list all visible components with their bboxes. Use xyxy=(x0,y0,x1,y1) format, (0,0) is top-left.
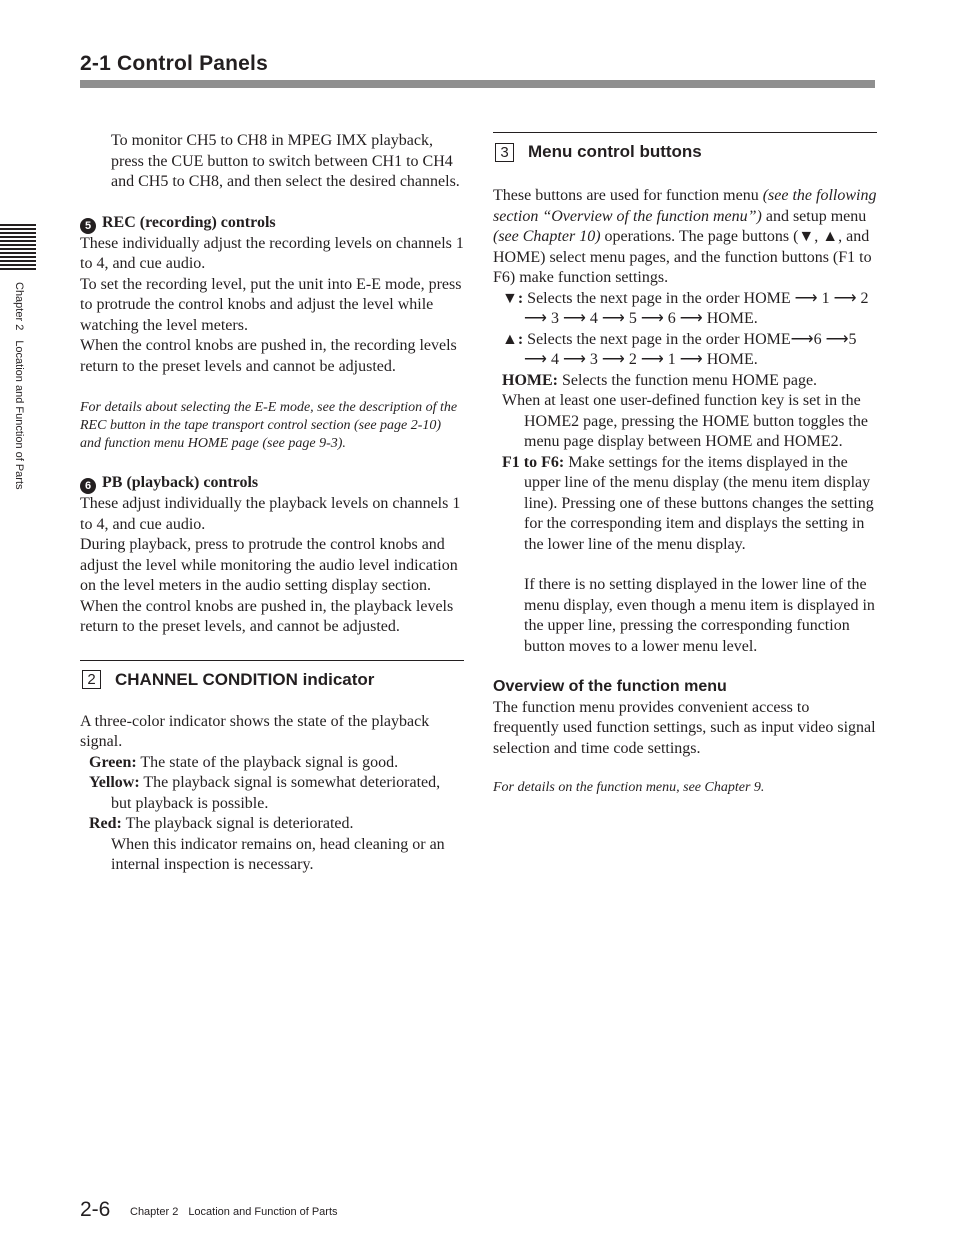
page-number: 2-6 xyxy=(80,1198,111,1221)
chapter-tab-marker xyxy=(0,224,36,270)
menu-f-buttons-detail: If there is no setting displayed in the lower line of the menu display, even though a menu item is displayed in the upper line, pressing the corresponding function button moves to a lower menu level. xyxy=(524,576,875,655)
menu-home-button: HOME: Selects the function menu HOME page. xyxy=(502,371,818,389)
circle-number-5: 5 xyxy=(80,218,96,234)
rec-paragraph-2: To set the recording level, put the unit into E-E mode, press to protrude the control knobs and adjust the level while watching the level meters. xyxy=(80,275,462,334)
header-rule xyxy=(80,80,875,88)
overview-heading: Overview of the function menu xyxy=(493,678,727,695)
box-number-2: 2 xyxy=(82,670,101,689)
menu-control-heading: 3 Menu control buttons xyxy=(493,132,877,162)
menu-intro: These buttons are used for function menu (see the following section “Overview of the function menu”) and setup menu (see Chapter 10) operations. The page buttons (▼, ▲, and HOME) select menu pages, and the function buttons (F1 to F6) make function settings. xyxy=(493,187,877,286)
channel-condition-heading: 2 CHANNEL CONDITION indicator xyxy=(80,660,464,690)
rec-paragraph-3: When the control knobs are pushed in, the recording levels return to the preset levels and cannot be adjusted. xyxy=(80,337,457,375)
side-chapter-title: Location and Function of Parts xyxy=(13,340,25,490)
channel-red: Red: The playback signal is deteriorated. xyxy=(89,815,354,832)
pb-paragraph-2: During playback, press to protrude the control knobs and adjust the level while monitoring the audio level indication on the level meters in the audio setting display section. xyxy=(80,536,458,594)
menu-down-button: ▼: Selects the next page in the order HOME ⟶ 1 ⟶ 2 ⟶ 3 ⟶ 4 ⟶ 5 ⟶ 6 ⟶ HOME. xyxy=(502,289,869,327)
pb-controls-heading: 6 PB (playback) controls xyxy=(80,473,464,494)
overview-note: For details on the function menu, see Chapter 9. xyxy=(493,780,765,795)
channel-green: Green: The state of the playback signal is good. xyxy=(89,753,399,771)
pb-paragraph-3: When the control knobs are pushed in, the playback levels return to the preset levels, and cannot be adjusted. xyxy=(80,597,454,635)
overview-text: The function menu provides convenient access to frequently used function settings, such as input video signal selection and time code settings. xyxy=(493,698,876,757)
box-number-3: 3 xyxy=(495,143,514,162)
side-chapter-number: Chapter 2 xyxy=(13,282,25,331)
page-header-title: 2-1 Control Panels xyxy=(80,52,268,75)
left-column xyxy=(80,131,464,876)
menu-home2-text: When at least one user-defined function key is set in the HOME2 page, pressing the HOME button toggles the menu page display between HOME and HOME2. xyxy=(502,392,868,450)
menu-f-buttons: F1 to F6: Make settings for the items displayed in the upper line of the menu display (the menu item display line). Pressing one of these buttons changes the setting for the corresponding item and displays the setting in the lower line of the menu display. xyxy=(502,453,874,553)
circle-number-6: 6 xyxy=(80,478,96,494)
menu-up-button: ▲: Selects the next page in the order HOME⟶6 ⟶5 ⟶ 4 ⟶ 3 ⟶ 2 ⟶ 1 ⟶ HOME. xyxy=(502,330,857,368)
channel-intro: A three-color indicator shows the state of the playback signal. xyxy=(80,712,430,750)
right-column xyxy=(493,132,877,797)
footer-chapter-label: Chapter 2 Location and Function of Parts xyxy=(130,1206,338,1218)
rec-controls-heading: 5 REC (recording) controls xyxy=(80,213,464,234)
rec-note: For details about selecting the E-E mode, see the description of the REC button in the tape transport control section (see page 2-10) and function menu HOME page (see page 9-3). xyxy=(80,400,458,451)
rec-paragraph-1: These individually adjust the recording levels on channels 1 to 4, and cue audio. xyxy=(80,234,464,272)
side-chapter-label xyxy=(13,282,25,490)
channel-red-detail: When this indicator remains on, head cleaning or an internal inspection is necessary. xyxy=(111,835,445,873)
cue-intro-paragraph: To monitor CH5 to CH8 in MPEG IMX playback, press the CUE button to switch between CH1 to CH4 and CH5 to CH8, and then select the desired channels. xyxy=(111,132,460,190)
pb-paragraph-1: These adjust individually the playback levels on channels 1 to 4, and cue audio. xyxy=(80,495,461,533)
channel-yellow: Yellow: The playback signal is somewhat deteriorated, but playback is possible. xyxy=(89,774,441,812)
